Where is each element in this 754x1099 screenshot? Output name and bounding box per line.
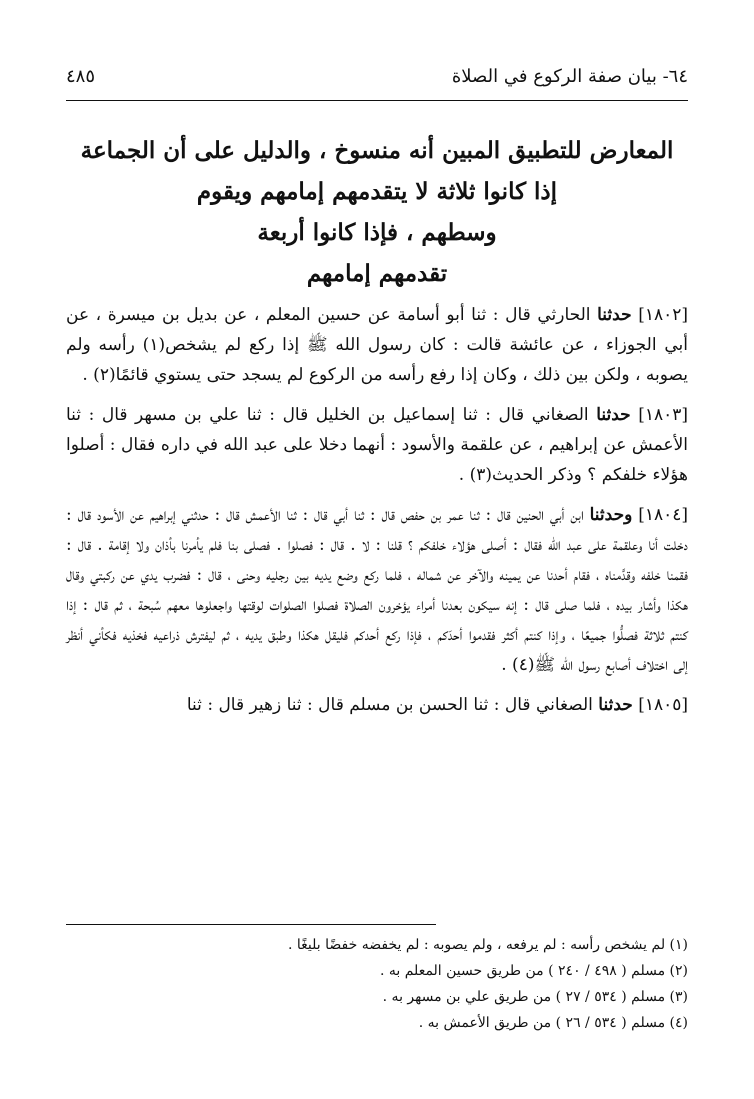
page-number: ٤٨٥ <box>66 66 96 87</box>
footnote: (٣) مسلم ( ٥٣٤ / ٢٧ ) من طريق علي بن مسهر به . <box>382 989 688 1005</box>
running-header <box>66 66 688 96</box>
footnote: (٤) مسلم ( ٥٣٤ / ٢٦ ) من طريق الأعمش به . <box>418 1015 688 1031</box>
chapter-heading-line: المعارض للتطبيق المبين أنه منسوخ ، والدليل على أن الجماعة <box>80 137 674 164</box>
hadith-lead: حدثنا <box>596 405 631 425</box>
running-title: ٦٤- بيان صفة الركوع في الصلاة <box>451 66 688 87</box>
footnotes <box>66 932 688 1036</box>
hadith-lead: حدثنا <box>598 695 633 715</box>
hadith-list <box>66 300 688 720</box>
hadith-number: [١٨٠٥] <box>638 695 688 715</box>
chapter-heading <box>66 130 688 294</box>
chapter-heading-line: وسطهم ، فإذا كانوا أربعة <box>257 219 497 246</box>
hadith-entry <box>66 300 688 390</box>
hadith-text: ابن أبي الحنين قال : ثنا عمر بن حفص قال : ثنا أبي قال : ثنا الأعمش قال : حدثني إبراهيم عن الأسود قال : دخلت أنا وعلقمة على عبد الله فقال : أصلى هؤلاء خلفكم ؟ قلنا : لا . قال : فصلوا . فصلى بنا فلم يأمرنا بأذان ولا إقامة . قال : فقمنا خلفه وقدَّمناه ، فقام أحدنا عن يمينه والآخر عن شماله ، فلما ركع وضع يديه بين رجليه وحنى ، قال : فضرب يدي عن ركبتي وقال هكذا وأشار بيده ، فلما صلى قال : إنه سيكون بعدنا أمراء يؤخرون الصلاة فصلوا الصلوات لوقتها واجعلوها معهم سُبحة ، ثم قال : إذا كنتم ثلاثة فصلُّوا جميعًا ، وإذا كنتم أكثر فقدموا أحدَكم ، فإذا ركع أحدكم فليقل هكذا وطبق يديه ، ثم ليفترش ذراعيه فخذيه فكأني أنظر إلى اختلاف أصابع رسول الله ﷺ(٤) . <box>66 505 688 675</box>
footnote-divider <box>66 924 436 925</box>
hadith-lead: حدثنا <box>597 305 632 325</box>
header-divider <box>66 100 688 101</box>
chapter-heading-line: تقدمهم إمامهم <box>306 260 448 287</box>
hadith-text: الصغاني قال : ثنا الحسن بن مسلم قال : ثنا زهير قال : ثنا <box>186 695 593 715</box>
hadith-entry <box>66 500 688 680</box>
chapter-heading-line: إذا كانوا ثلاثة لا يتقدمهم إمامهم ويقوم <box>196 178 558 205</box>
footnote: (٢) مسلم ( ٤٩٨ / ٢٤٠ ) من طريق حسين المعلم به . <box>379 963 688 979</box>
hadith-number: [١٨٠٤] <box>638 505 688 525</box>
hadith-number: [١٨٠٢] <box>638 305 688 325</box>
footnote: (١) لم يشخص رأسه : لم يرفعه ، ولم يصوبه : لم يخفضه خفضًا بليغًا . <box>288 937 688 953</box>
hadith-entry <box>66 400 688 490</box>
hadith-number: [١٨٠٣] <box>638 405 689 425</box>
hadith-text: الحارثي قال : ثنا أبو أسامة عن حسين المعلم ، عن بديل بن ميسرة ، عن أبي الجوزاء ، عن عائشة قالت : كان رسول الله ﷺ إذا ركع لم يشخص(١) رأسه ولم يصوبه ، ولكن بين ذلك ، وكان إذا رفع رأسه من الركوع لم يسجد حتى يستوي قائمًا(٢) . <box>66 305 689 385</box>
hadith-entry <box>66 690 688 720</box>
hadith-lead: وحدثنا <box>589 505 633 525</box>
hadith-text: الصغاني قال : ثنا إسماعيل بن الخليل قال : ثنا علي بن مسهر قال : ثنا الأعمش عن إبراهيم ، عن علقمة والأسود : أنهما دخلا على عبد الله في داره فقال : أصلوا هؤلاء خلفكم ؟ وذكر الحديث(٣) . <box>66 405 688 485</box>
